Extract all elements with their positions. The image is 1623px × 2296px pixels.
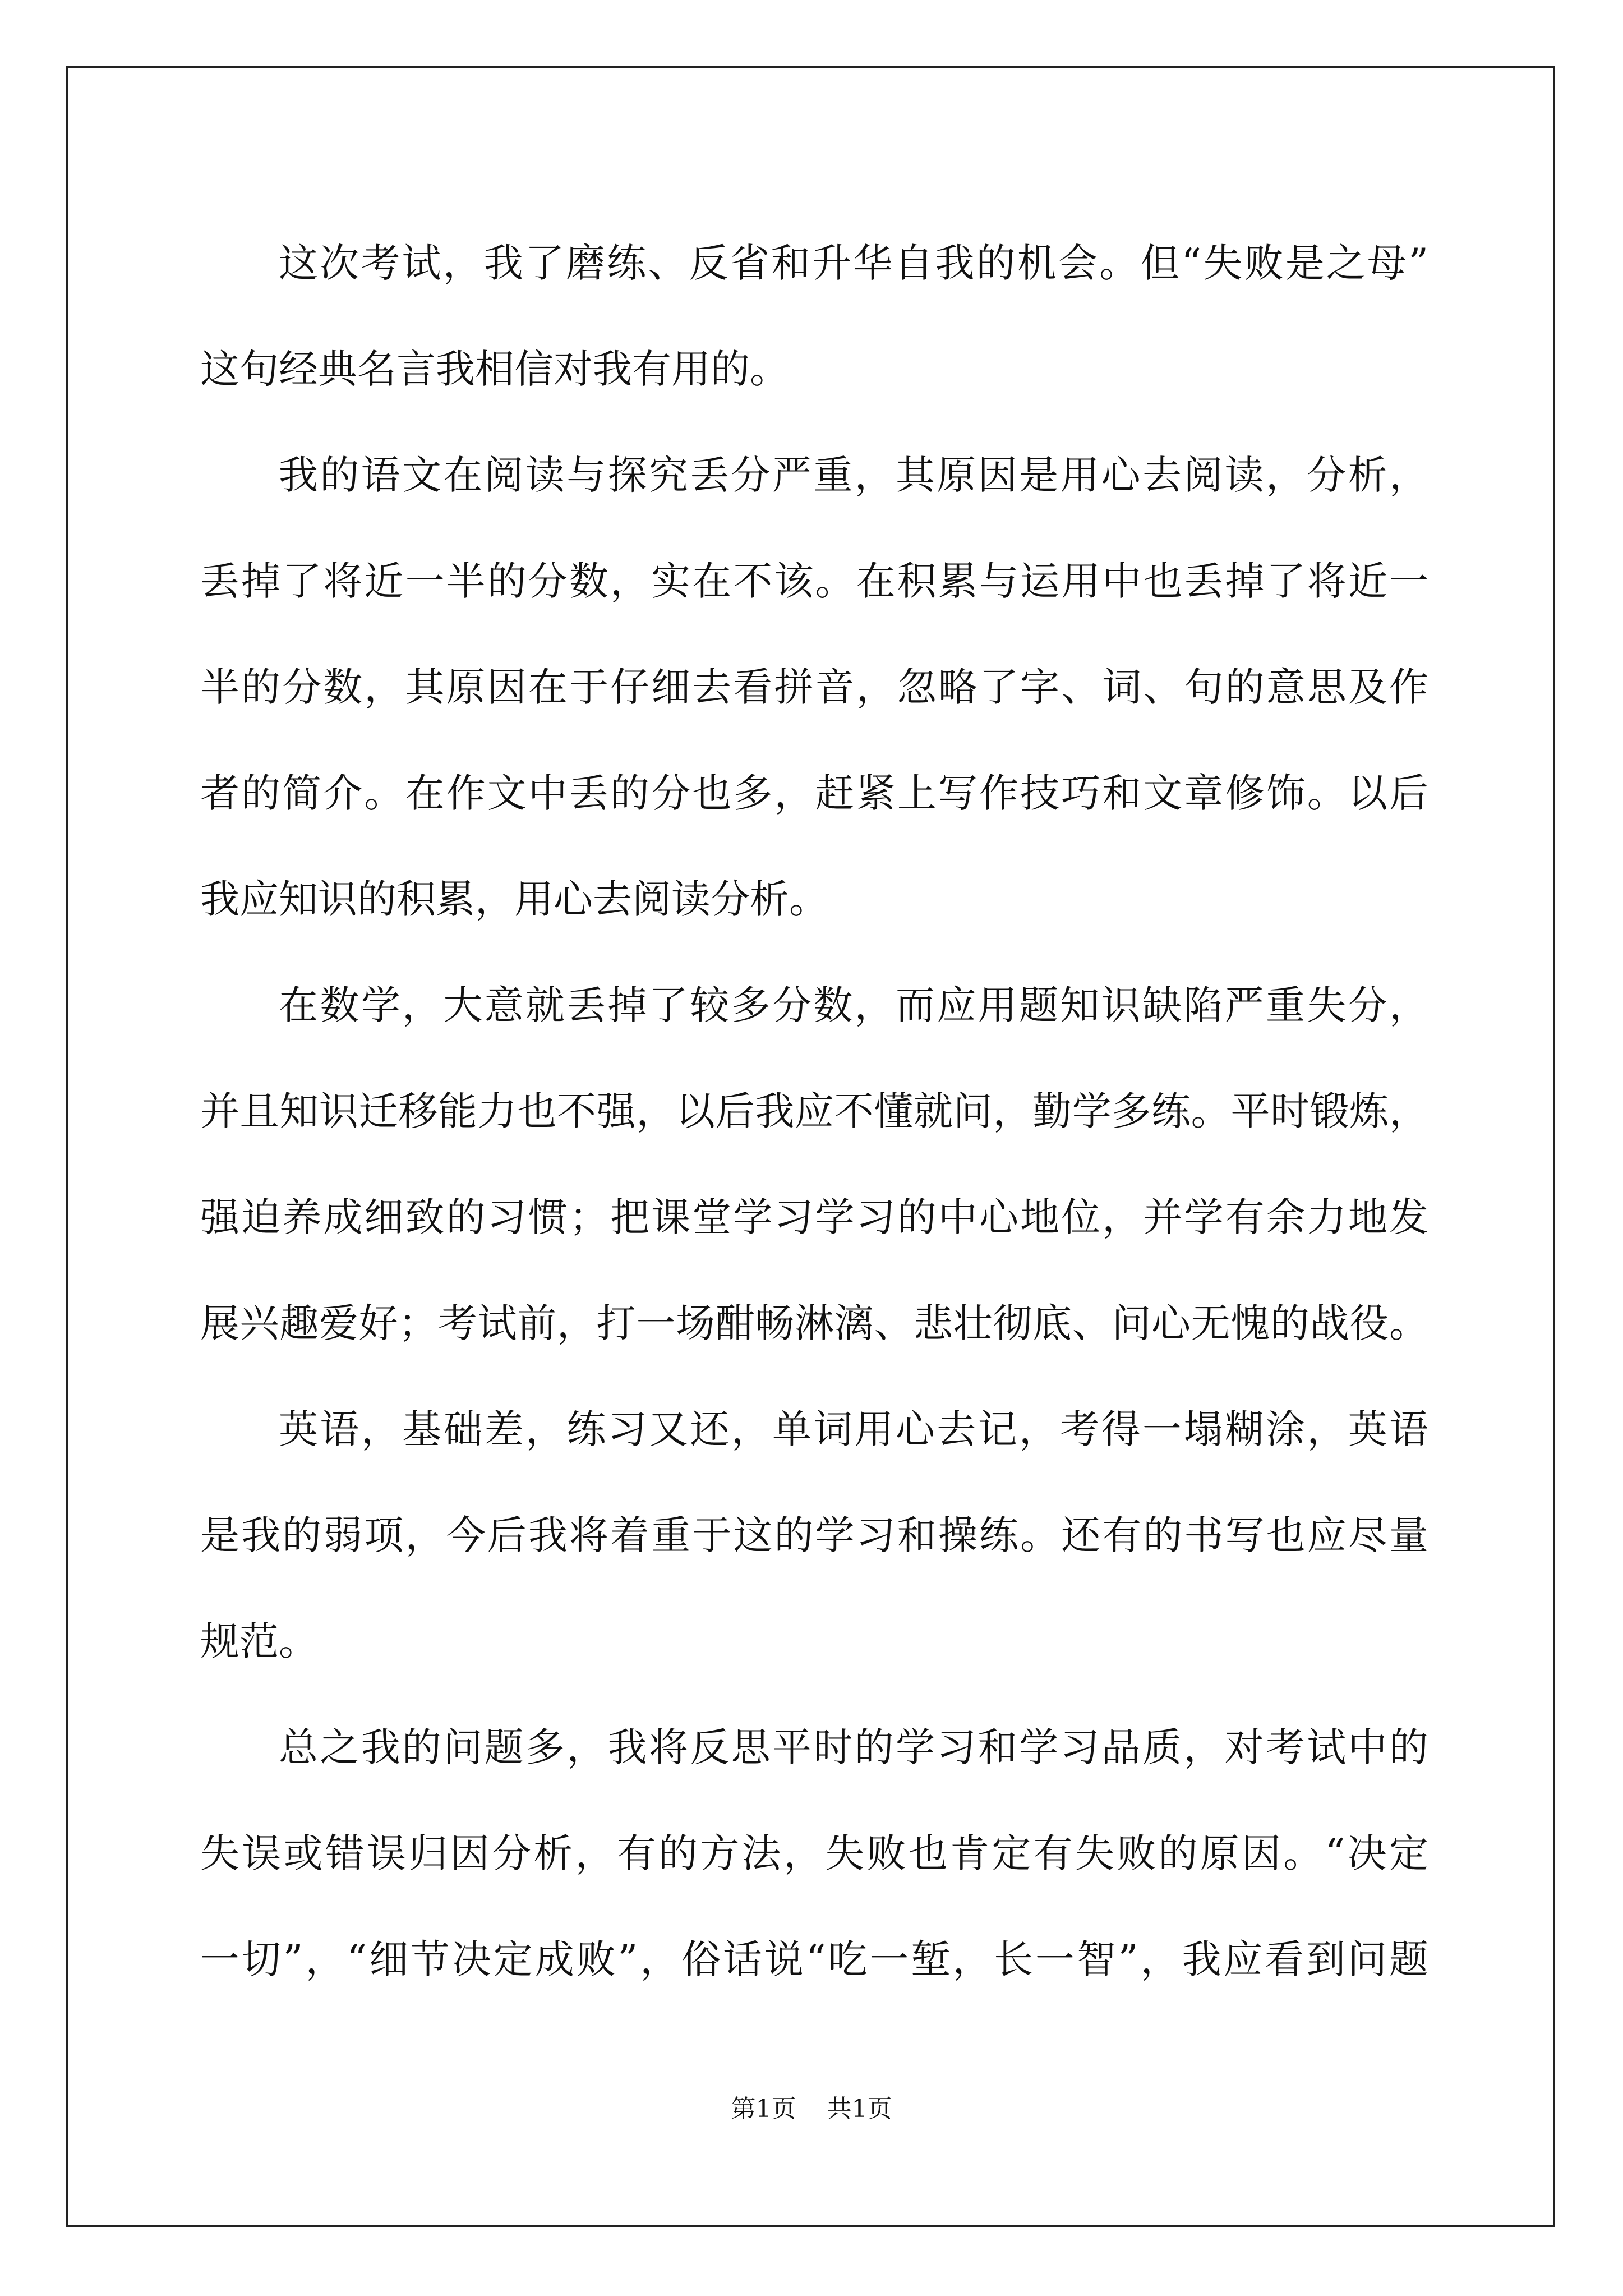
text-line: 我的语文在阅读与探究丢分严重，其原因是用心去阅读，分析， (279, 452, 1428, 498)
text-line: 是我的弱项，今后我将着重于这的学习和操练。还有的书写也应尽量 (200, 1512, 1428, 1558)
text-line: 在数学，大意就丢掉了较多分数，而应用题知识缺陷严重失分， (279, 982, 1428, 1028)
text-line: 半的分数，其原因在于仔细去看拼音，忽略了字、词、句的意思及作 (200, 664, 1428, 710)
page-footer (0, 2092, 1623, 2126)
text-line: 一切”，“细节决定成败”，俗话说“吃一堑，长一智”，我应看到问题 (200, 1936, 1428, 1982)
text-line: 总之我的问题多，我将反思平时的学习和学习品质，对考试中的 (279, 1724, 1428, 1770)
page-number: 第1页 (731, 2095, 796, 2123)
page-total: 共1页 (827, 2095, 892, 2123)
text-line: 展兴趣爱好；考试前，打一场酣畅淋漓、悲壮彻底、问心无愧的战役。 (200, 1300, 1428, 1346)
document-body (200, 210, 1428, 2013)
text-line: 丢掉了将近一半的分数，实在不该。在积累与运用中也丢掉了将近一 (200, 558, 1428, 604)
text-line: 这句经典名言我相信对我有用的。 (200, 346, 789, 392)
text-line: 强迫养成细致的习惯；把课堂学习学习的中心地位，并学有余力地发 (200, 1194, 1428, 1240)
text-line: 这次考试，我了磨练、反省和升华自我的机会。但“失败是之母” (279, 240, 1428, 286)
text-line: 失误或错误归因分析，有的方法，失败也肯定有失败的原因。“决定 (200, 1830, 1428, 1876)
text-line: 者的简介。在作文中丢的分也多，赶紧上写作技巧和文章修饰。以后 (200, 770, 1428, 816)
text-line: 我应知识的积累，用心去阅读分析。 (200, 876, 828, 922)
text-line: 并且知识迁移能力也不强，以后我应不懂就问，勤学多练。平时锻炼， (200, 1088, 1428, 1134)
text-line: 规范。 (200, 1618, 318, 1664)
text-line: 英语，基础差，练习又还，单词用心去记，考得一塌糊涂，英语 (279, 1406, 1428, 1452)
